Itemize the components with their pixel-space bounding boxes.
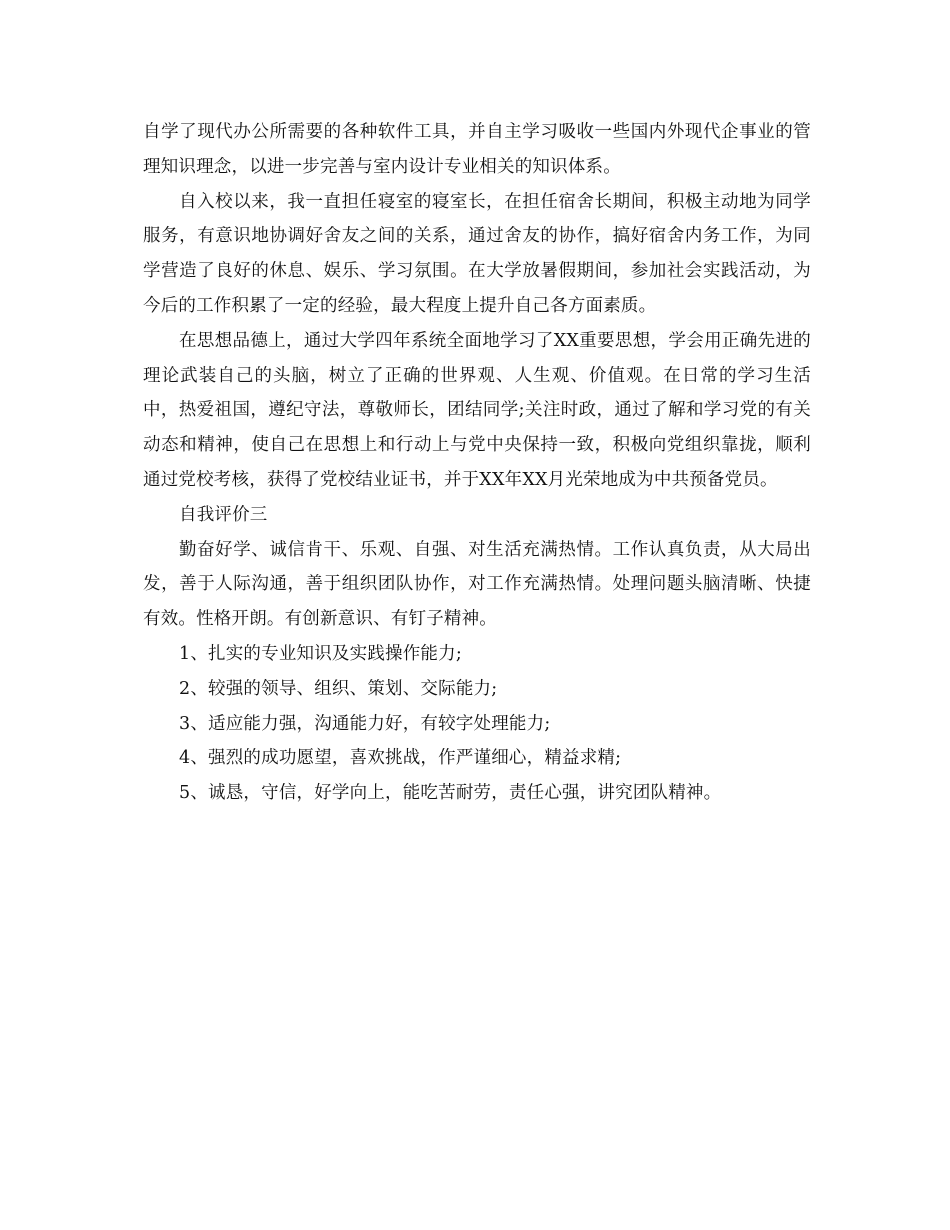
list-item: 3、适应能力强，沟通能力好，有较字处理能力; xyxy=(179,713,551,734)
document-body xyxy=(143,115,811,811)
list-item: 1、扎实的专业知识及实践操作能力; xyxy=(179,643,462,664)
list-item: 2、较强的领导、组织、策划、交际能力; xyxy=(179,678,498,699)
paragraph-dorm-leader: 自入校以来，我一直担任寝室的寝室长，在担任宿舍长期间，积极主动地为同学服务，有意识地协调好舍友之间的关系，通过舍友的协作，搞好宿舍内务工作，为同学营造了良好的休息、娱乐、学习氛围。在大学放暑假期间，参加社会实践活动，为今后的工作积累了一定的经验，最大程度上提升自己各方面素质。 xyxy=(143,191,811,316)
section-title: 自我评价三 xyxy=(179,504,268,525)
paragraph-moral-character: 在思想品德上，通过大学四年系统全面地学习了XX重要思想，学会用正确先进的理论武装自己的头脑，树立了正确的世界观、人生观、价值观。在日常的学习生活中，热爱祖国，遵纪守法，尊敬师长，团结同学;关注时政，通过了解和学习党的有关动态和精神，使自己在思想上和行动上与党中央保持一致，积极向党组织靠拢，顺利通过党校考核，获得了党校结业证书，并于XX年XX月光荣地成为中共预备党员。 xyxy=(143,330,811,490)
paragraph-continuation: 自学了现代办公所需要的各种软件工具，并自主学习吸收一些国内外现代企事业的管理知识理念，以进一步完善与室内设计专业相关的知识体系。 xyxy=(143,122,811,177)
list-item: 4、强烈的成功愿望，喜欢挑战，作严谨细心，精益求精; xyxy=(179,748,622,769)
paragraph-self-summary: 勤奋好学、诚信肯干、乐观、自强、对生活充满热情。工作认真负责，从大局出发，善于人际沟通，善于组织团队协作，对工作充满热情。处理问题头脑清晰、快捷有效。性格开朗。有创新意识、有钉子精神。 xyxy=(143,539,811,630)
list-item: 5、诚恳，守信，好学向上，能吃苦耐劳，责任心强，讲究团队精神。 xyxy=(179,783,722,804)
